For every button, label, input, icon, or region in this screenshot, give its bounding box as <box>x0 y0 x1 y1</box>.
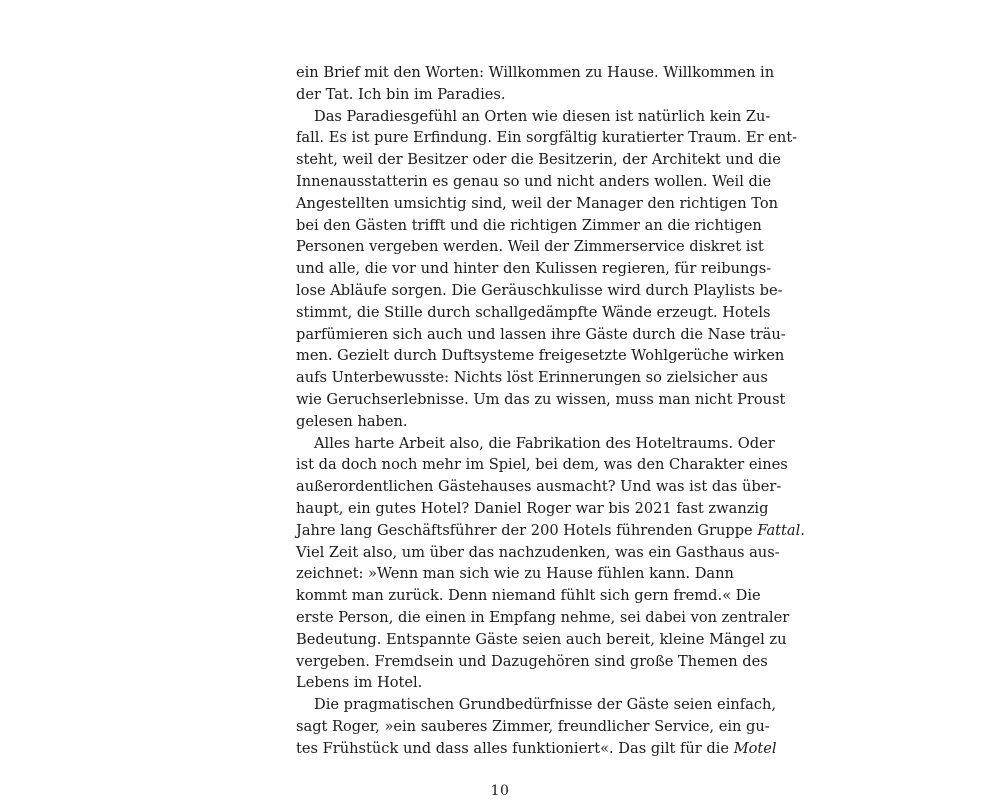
text-line <box>296 258 772 280</box>
text-line <box>296 62 775 84</box>
text-line <box>296 629 787 651</box>
text-line <box>296 454 788 476</box>
text-line <box>296 236 764 258</box>
text-line-content: stimmt, die Stille durch schallgedämpfte Wände erzeugt. Hotels <box>296 303 771 321</box>
text-line-content: Die pragmatischen Grundbedürfnisse der Gäste seien einfach, <box>314 696 777 714</box>
text-line-content: erste Person, die einen in Empfang nehme, sei dabei von zentraler <box>296 608 790 626</box>
text-line-content: lose Abläufe sorgen. Die Geräuschkulisse wird durch Playlists be- <box>296 281 783 299</box>
text-line <box>296 542 780 564</box>
text-line-content: haupt, ein gutes Hotel? Daniel Roger war bis 2021 fast zwanzig <box>296 499 769 517</box>
text-line-content: Angestellten umsichtig sind, weil der Manager den richtigen Ton <box>296 194 779 212</box>
body-text <box>296 62 805 760</box>
text-line-content: bei den Gästen trifft und die richtigen Zimmer an die richtigen <box>296 216 762 234</box>
text-line-content: Lebens im Hotel. <box>296 674 423 692</box>
text-line-content: Viel Zeit also, um über das nachzudenken, was ein Gasthaus aus- <box>296 543 780 561</box>
text-line <box>296 389 786 411</box>
text-line <box>296 171 772 193</box>
text-line-content: aufs Unterbewusste: Nichts löst Erinnerungen so zielsicher aus <box>296 369 768 387</box>
text-line-content: und alle, die vor und hinter den Kulissen regieren, für reibungs- <box>296 260 772 278</box>
italic-text: Motel <box>733 739 777 757</box>
text-line <box>296 367 768 389</box>
text-line-content: men. Gezielt durch Duftsysteme freigesetzte Wohlgerüche wirken <box>296 347 785 365</box>
text-line <box>296 215 762 237</box>
text-line-content: vergeben. Fremdsein und Dazugehören sind große Themen des <box>296 652 768 670</box>
text-line <box>296 345 785 367</box>
text-line <box>296 520 805 542</box>
text-line <box>296 193 779 215</box>
text-line-content: sagt Roger, »ein sauberes Zimmer, freundlicher Service, ein gu- <box>296 717 770 735</box>
text-line <box>296 127 798 149</box>
text-line <box>296 411 721 433</box>
text-line <box>296 607 790 629</box>
text-line-content: Innenausstatterin es genau so und nicht anders wollen. Weil die <box>296 172 772 190</box>
text-line <box>296 694 777 716</box>
italic-text: Fattal. <box>757 521 805 539</box>
text-line <box>296 563 734 585</box>
text-line-content: kommt man zurück. Denn niemand fühlt sich gern fremd.« Die <box>296 587 761 605</box>
text-line-content: außerordentlichen Gästehauses ausmacht? Und was ist das über- <box>296 478 782 496</box>
text-line <box>296 476 782 498</box>
text-line <box>296 84 721 106</box>
text-line-content: ist da doch noch mehr im Spiel, bei dem, was den Charakter eines <box>296 456 788 474</box>
text-line <box>296 651 768 673</box>
text-line <box>296 716 770 738</box>
text-line-content: Alles harte Arbeit also, die Fabrikation des Hoteltraums. Oder <box>314 434 775 452</box>
text-line-content: zeichnet: »Wenn man sich wie zu Hause fühlen kann. Dann <box>296 565 734 583</box>
text-line <box>296 106 771 128</box>
text-line <box>296 585 761 607</box>
text-line <box>296 433 775 455</box>
text-line <box>296 324 786 346</box>
text-line <box>296 280 783 302</box>
text-line <box>296 498 769 520</box>
text-line-content: ein Brief mit den Worten: Willkommen zu Hause. Willkommen in <box>296 64 775 81</box>
text-line-content: Personen vergeben werden. Weil der Zimmerservice diskret ist <box>296 238 764 256</box>
text-line <box>296 149 781 171</box>
text-line-content: fall. Es ist pure Erfindung. Ein sorgfältig kuratierter Traum. Er ent- <box>296 129 798 147</box>
text-line <box>296 738 777 760</box>
text-line-content: tes Frühstück und dass alles funktioniert«. Das gilt für die <box>296 739 734 757</box>
text-line-content: Das Paradiesgefühl an Orten wie diesen ist natürlich kein Zu- <box>314 107 771 125</box>
text-line <box>296 672 721 694</box>
text-line-content: Bedeutung. Entspannte Gäste seien auch bereit, kleine Mängel zu <box>296 630 787 648</box>
text-line-content: gelesen haben. <box>296 412 408 430</box>
text-line-content: steht, weil der Besitzer oder die Besitzerin, der Architekt und die <box>296 151 781 169</box>
text-line-content: Jahre lang Geschäftsführer der 200 Hotels führenden Gruppe <box>296 521 758 539</box>
text-line-content: wie Geruchserlebnisse. Um das zu wissen, muss man nicht Proust <box>296 390 786 408</box>
page-number: 10 <box>490 783 510 799</box>
text-line-content: parfümieren sich auch und lassen ihre Gäste durch die Nase träu- <box>296 325 786 343</box>
text-line <box>296 302 771 324</box>
text-line-content: der Tat. Ich bin im Paradies. <box>296 85 506 103</box>
